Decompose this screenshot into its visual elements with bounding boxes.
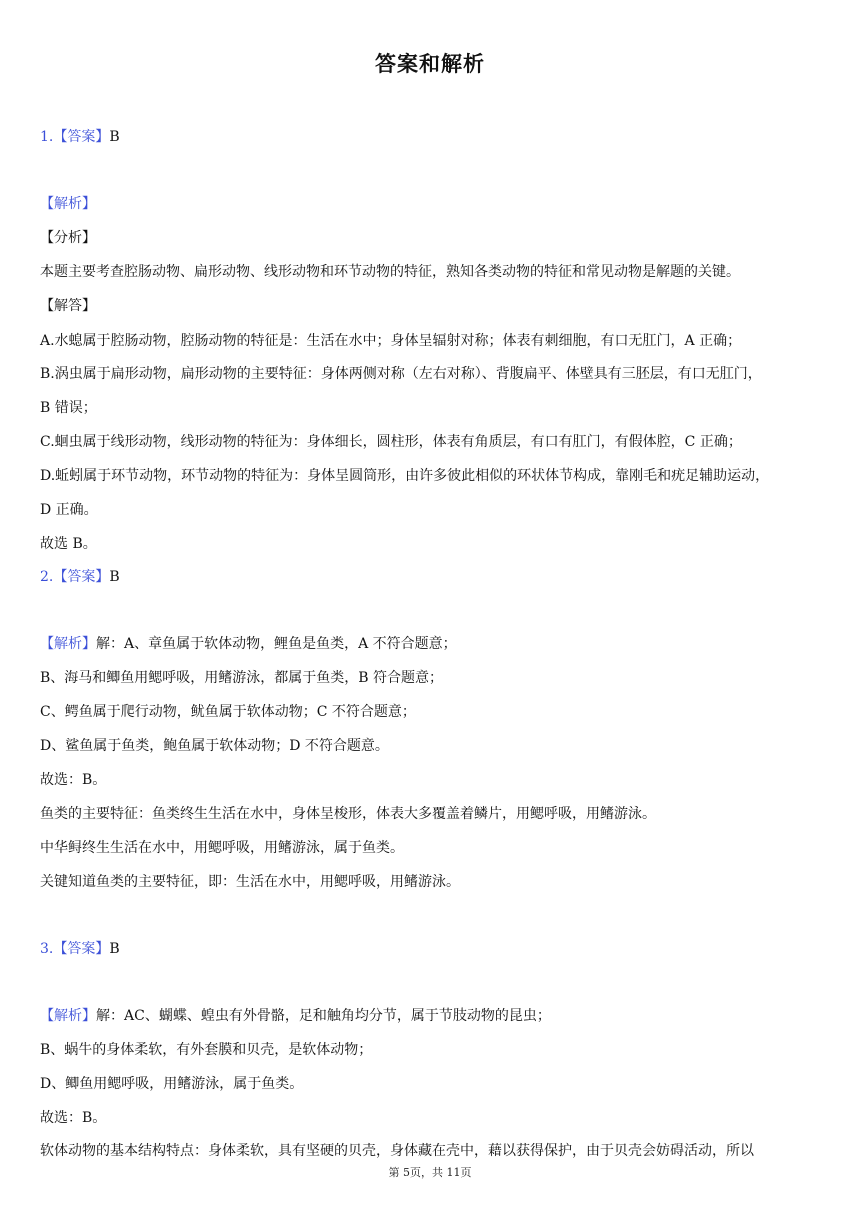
q1-line: B.涡虫属于扁形动物，扁形动物的主要特征：身体两侧对称（左右对称）、背腹扁平、体壁具有三胚层，有口无肛门， bbox=[40, 366, 762, 382]
q1-line: A.水螅属于腔肠动物，腔肠动物的特征是：生活在水中；身体呈辐射对称；体表有刺细胞，有口无肛门，A 正确； bbox=[40, 333, 742, 349]
q3-line: 故选：B。 bbox=[40, 1110, 107, 1126]
q1-number: 1. bbox=[40, 129, 54, 145]
q1-line: D 正确。 bbox=[40, 502, 98, 518]
q3-answer: B bbox=[109, 941, 120, 957]
q2-line: D、鲨鱼属于鱼类，鲍鱼属于软体动物；D 不符合题意。 bbox=[40, 738, 389, 754]
q3-analysis-line bbox=[40, 1007, 825, 1025]
q1-answer: B bbox=[109, 129, 120, 145]
q2-line: C、鳄鱼属于爬行动物，鱿鱼属于软体动物；C 不符合题意； bbox=[40, 704, 416, 720]
q1-line: B 错误； bbox=[40, 400, 97, 416]
q2-line: 鱼类的主要特征：鱼类终生生活在水中，身体呈梭形，体表大多覆盖着鳞片，用鳃呼吸，用鳍游泳。 bbox=[40, 806, 656, 822]
q1-line: D.蚯蚓属于环节动物，环节动物的特征为：身体呈圆筒形，由许多彼此相似的环状体节构成，靠刚毛和疣足辅助运动， bbox=[40, 468, 770, 484]
page-footer: 第 5页，共 11页 bbox=[388, 1166, 472, 1179]
q1-fenxi-text: 本题主要考查腔肠动物、扁形动物、线形动物和环节动物的特征，熟知各类动物的特征和常见动物是解题的关键。 bbox=[40, 264, 740, 280]
q1-answer-line bbox=[40, 128, 825, 146]
q1-jieda-tag: 【解答】 bbox=[40, 298, 96, 314]
q2-line: 关键知道鱼类的主要特征，即：生活在水中，用鳃呼吸，用鳍游泳。 bbox=[40, 874, 460, 890]
q2-answer-line bbox=[40, 568, 825, 586]
q2-answer: B bbox=[109, 569, 120, 585]
q3-answer-tag: 【答案】 bbox=[53, 941, 110, 957]
q1-answer-tag: 【答案】 bbox=[53, 129, 110, 145]
q2-analysis-tag: 【解析】 bbox=[40, 636, 96, 652]
q3-line: B、蜗牛的身体柔软，有外套膜和贝壳，是软体动物； bbox=[40, 1042, 373, 1058]
q3-number: 3. bbox=[40, 941, 54, 957]
q2-number: 2. bbox=[40, 569, 54, 585]
q1-fenxi-tag: 【分析】 bbox=[40, 230, 96, 246]
q2-first-line: 解：A、章鱼属于软体动物，鲤鱼是鱼类，A 不符合题意； bbox=[96, 636, 457, 652]
q1-line: 故选 B。 bbox=[40, 536, 97, 552]
q2-analysis-line bbox=[40, 635, 825, 653]
q2-answer-tag: 【答案】 bbox=[53, 569, 110, 585]
q3-analysis-tag: 【解析】 bbox=[40, 1008, 96, 1024]
q2-line: 中华鲟终生生活在水中，用鳃呼吸，用鳍游泳，属于鱼类。 bbox=[40, 840, 404, 856]
q1-line: C.蛔虫属于线形动物，线形动物的特征为：身体细长，圆柱形，体表有角质层，有口有肛门，有假体腔，C 正确； bbox=[40, 434, 742, 450]
q3-line: 软体动物的基本结构特点：身体柔软，具有坚硬的贝壳，身体藏在壳中，藉以获得保护，由于贝壳会妨碍活动，所以 bbox=[40, 1143, 754, 1159]
q3-line: D、鲫鱼用鳃呼吸，用鳍游泳，属于鱼类。 bbox=[40, 1076, 304, 1092]
q3-answer-line bbox=[40, 940, 825, 958]
q2-line: B、海马和鲫鱼用鳃呼吸，用鳍游泳，都属于鱼类，B 符合题意； bbox=[40, 670, 444, 686]
page-title: 答案和解析 bbox=[375, 52, 485, 76]
q2-line: 故选：B。 bbox=[40, 772, 107, 788]
q3-first-line: 解：AC、蝴蝶、蝗虫有外骨骼，足和触角均分节，属于节肢动物的昆虫； bbox=[96, 1008, 551, 1024]
q1-analysis-tag: 【解析】 bbox=[40, 196, 96, 212]
